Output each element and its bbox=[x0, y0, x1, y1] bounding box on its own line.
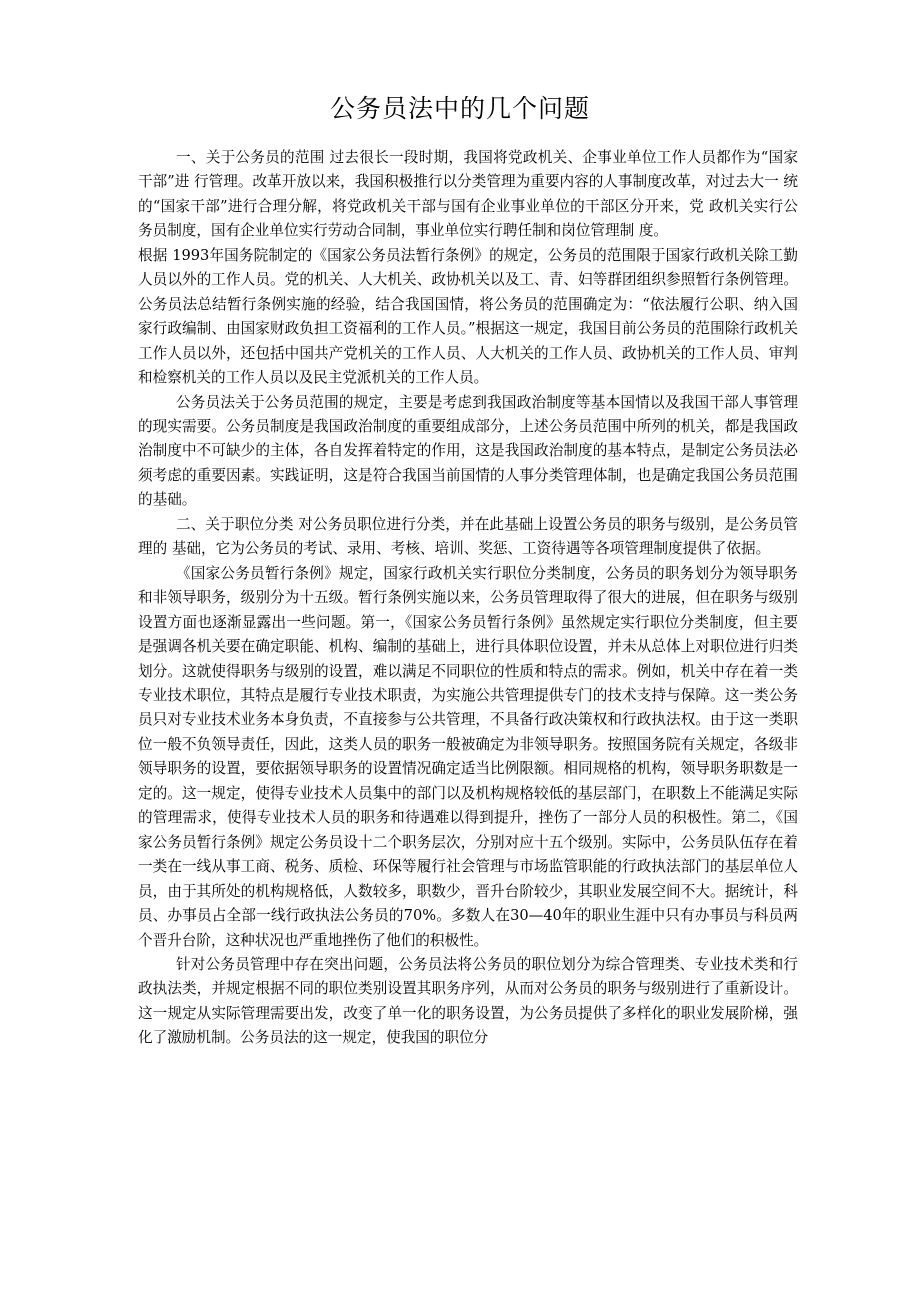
paragraph-classification-intro: 二、关于职位分类 对公务员职位进行分类，并在此基础上设置公务员的职务与级别，是公务员管理的 基础，它为公务员的考试、录用、考核、培训、奖惩、工资待遇等各项管理制度提供了依据。 bbox=[138, 515, 798, 558]
document-title: 公务员法中的几个问题 bbox=[329, 94, 590, 123]
paragraph-scope-reasoning: 公务员法关于公务员范围的规定，主要是考虑到我国政治制度等基本国情以及我国干部人事管理的现实需要。公务员制度是我国政治制度的重要组成部分，上述公务员范围中所列的机关，都是我国政治制度中不可缺少的主体，各自发挥着特定的作用，这是我国政治制度的基本特点，是制定公务员法必须考虑的重要因素。实践证明，这是符合我国当前国情的人事分类管理体制，也是确定我国公务员范围的基础。 bbox=[138, 393, 798, 509]
document-body bbox=[138, 146, 798, 1051]
paragraph-scope-regulation: 根据 1993年国务院制定的《国家公务员法暂行条例》的规定，公务员的范围限于国家行政机关除工勤人员以外的工作人员。党的机关、人大机关、政协机关以及工、青、妇等群团组织参照暂行条例管理。公务员法总结暂行条例实施的经验，结合我国国情，将公务员的范围确定为：“依法履行公职、纳入国家行政编制、由国家财政负担工资福利的工作人员。”根据这一规定，我国目前公务员的范围除行政机关工作人员以外，还包括中国共产党机关的工作人员、人大机关的工作人员、政协机关的工作人员、审判和检察机关的工作人员以及民主党派机关的工作人员。 bbox=[138, 246, 798, 387]
paragraph-classification-solution: 针对公务员管理中存在突出问题，公务员法将公务员的职位划分为综合管理类、专业技术类和行政执法类，并规定根据不同的职位类别设置其职务序列，从而对公务员的职务与级别进行了重新设计。这一规定从实际管理需要出发，改变了单一化的职务设置，为公务员提供了多样化的职业发展阶梯，强化了激励机制。公务员法的这一规定，使我国的职位分 bbox=[138, 955, 798, 1047]
paragraph-scope-intro: 一、关于公务员的范围 过去很长一段时期，我国将党政机关、企事业单位工作人员都作为“国家干部”进 行管理。改革开放以来，我国积极推行以分类管理为重要内容的人事制度改革，对过去大一 统的“国家干部”进行合理分解，将党政机关干部与国有企业事业单位的干部区分开来，党 政机关实行公务员制度，国有企业单位实行劳动合同制，事业单位实行聘任制和岗位管理制 度。 bbox=[138, 149, 798, 240]
paragraph-classification-problems: 《国家公务员暂行条例》规定，国家行政机关实行职位分类制度，公务员的职务划分为领导职务和非领导职务，级别分为十五级。暂行条例实施以来，公务员管理取得了很大的进展，但在职务与级别设置方面也逐渐显露出一些问题。第一，《国家公务员暂行条例》虽然规定实行职位分类制度，但主要是强调各机关要在确定职能、机构、编制的基础上，进行具体职位设置，并未从总体上对职位进行归类划分。这就使得职务与级别的设置，难以满足不同职位的性质和特点的需求。例如，机关中存在着一类专业技术职位，其特点是履行专业技术职责，为实施公共管理提供专门的技术支持与保障。这一类公务员只对专业技术业务本身负责，不直接参与公共管理，不具备行政决策权和行政执法权。由于这一类职位一般不负领导责任，因此，这类人员的职务一般被确定为非领导职务。按照国务院有关规定，各级非领导职务的设置，要依据领导职务的设置情况确定适当比例限额。相同规格的机构，领导职务职数是一定的。这一规定，使得专业技术人员集中的部门以及机构规格较低的基层部门，在职数上不能满足实际的管理需求，使得专业技术人员的职务和待遇难以得到提升，挫伤了一部分人员的积极性。第二，《国家公务员暂行条例》规定公务员设十二个职务层次，分别对应十五个级别。实际中，公务员队伍存在着一类在一线从事工商、税务、质检、环保等履行社会管理与市场监管职能的行政执法部门的基层单位人员，由于其所处的机构规格低，人数较多，职数少，晋升台阶较少，其职业发展空间不大。据统计，科员、办事员占全部一线行政执法公务员的70%。多数人在30—40年的职业生涯中只有办事员与科员两个晋升台阶，这种状况也严重地挫伤了他们的积极性。 bbox=[138, 564, 798, 949]
